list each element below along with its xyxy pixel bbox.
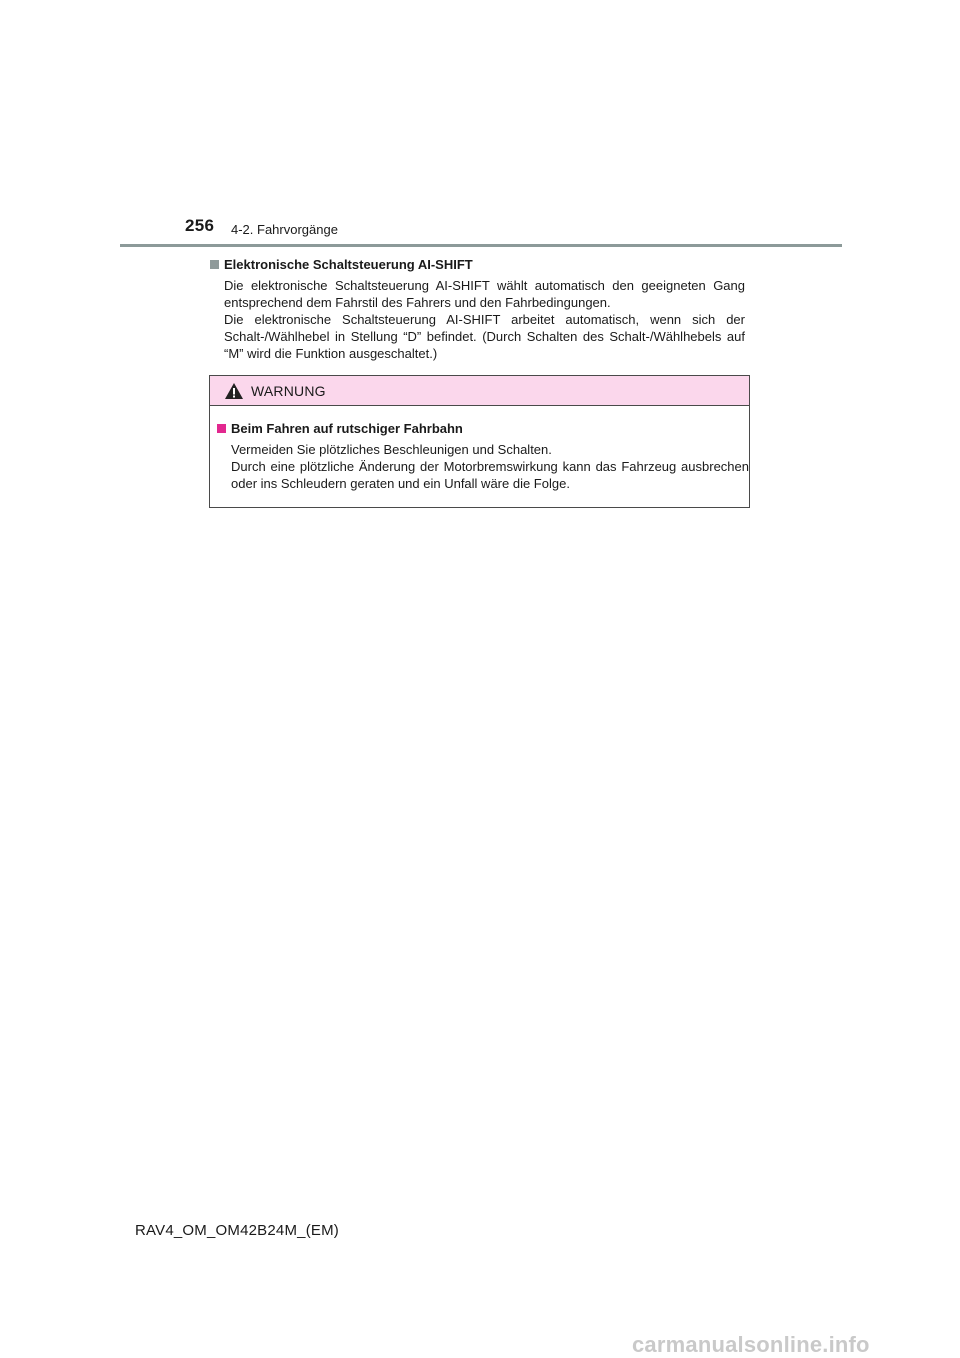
paragraph: Die elektronische Schaltsteuerung AI-SHIFT wählt automatisch den geeigneten Gang entsprechend dem Fahrstil des Fahrers und den Fahrbedingungen. [224,278,745,310]
paragraph: Vermeiden Sie plötzliches Beschleunigen und Schalten. [231,442,552,457]
section-heading-text: Elektronische Schaltsteuerung AI-SHIFT [224,257,473,272]
watermark: carmanualsonline.info [632,1332,870,1357]
header-divider [120,244,842,247]
square-bullet-icon [217,424,226,433]
warning-header [210,376,749,406]
warning-label: WARNUNG [251,382,326,399]
section-body [224,277,745,362]
warning-heading [217,420,749,437]
section-title: 4-2. Fahrvorgänge [231,222,338,237]
paragraph: Die elektronische Schaltsteuerung AI-SHIFT arbeitet automatisch, wenn sich der Schalt-/Wählhebel in Stellung “D” befindet. (Durch Schalten des Schalt-/Wählhebels auf “M” wird die Funktion ausgeschaltet.) [224,312,745,361]
warning-heading-text: Beim Fahren auf rutschiger Fahrbahn [231,421,463,436]
page-number: 256 [185,216,215,235]
warning-triangle-icon [224,382,244,400]
warning-text [231,441,749,492]
warning-box [209,375,750,508]
document-code: RAV4_OM_OM42B24M_(EM) [135,1222,339,1239]
section-heading [210,256,745,273]
warning-body [210,406,749,492]
section-ai-shift [210,256,745,362]
square-bullet-icon [210,260,219,269]
paragraph: Durch eine plötzliche Änderung der Motorbremswirkung kann das Fahrzeug ausbrechen oder ins Schleudern geraten und ein Unfall wäre die Folge. [231,459,749,491]
